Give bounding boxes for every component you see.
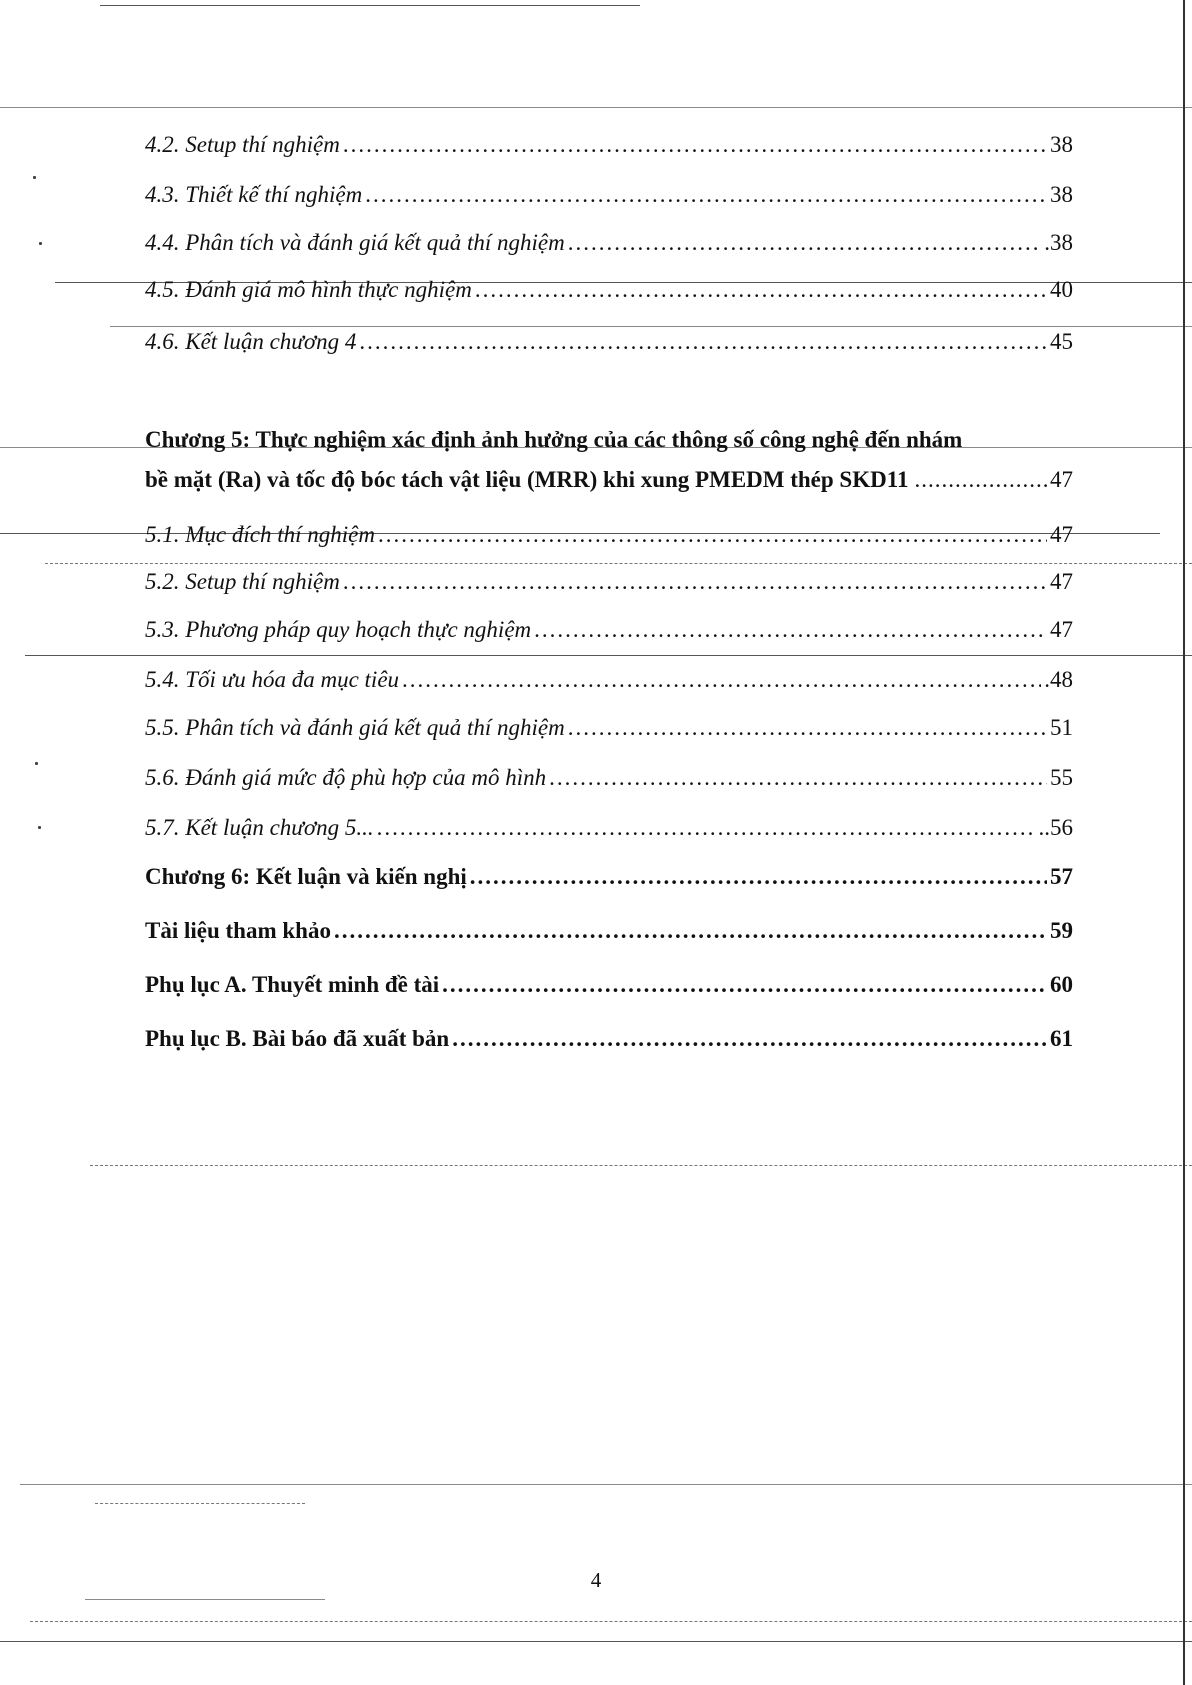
toc-entry[interactable]: [145, 665, 1073, 705]
scan-line: [20, 1484, 1192, 1485]
toc-entry[interactable]: [145, 567, 1073, 607]
leader-dots: [377, 813, 1036, 843]
toc-entry[interactable]: [145, 228, 1073, 268]
leader-dots: [365, 180, 1047, 210]
chapter5-title-line1: Chương 5: Thực nghiệm xác định ảnh hưởng của các thông số công nghệ đến nhám: [145, 427, 963, 452]
leader-dots: [402, 665, 1041, 695]
leader-dots: [470, 862, 1047, 892]
leader-dots: [343, 130, 1047, 160]
toc-entry-page: .48: [1044, 667, 1073, 692]
scan-line: [30, 1621, 1192, 1622]
scan-line: [25, 655, 1192, 656]
leader-dots: [334, 916, 1047, 946]
scan-speck: [39, 242, 42, 245]
chapter5-title-line2-row: [145, 460, 1073, 500]
toc-entry-label: Chương 6: Kết luận và kiến nghị: [145, 864, 467, 889]
toc-entry[interactable]: [145, 713, 1073, 753]
scan-line: [0, 107, 1192, 108]
leader-dots: [452, 1024, 1047, 1054]
toc-entry-page: 47: [1050, 467, 1073, 492]
toc-entry-label: 4.5. Đánh giá mô hình thực nghiệm: [145, 277, 472, 302]
toc-entry-page: 60: [1050, 972, 1073, 997]
toc-entry-label: 4.3. Thiết kế thí nghiệm: [145, 182, 363, 207]
toc-entry-label: 5.4. Tối ưu hóa đa mục tiêu: [145, 667, 400, 692]
scan-line: [45, 563, 1192, 564]
toc-entry[interactable]: [145, 763, 1073, 803]
toc-entry-label: 4.6. Kết luận chương 4: [145, 329, 357, 354]
toc-entry[interactable]: [145, 130, 1073, 170]
toc-entry-label: 4.4. Phân tích và đánh giá kết quả thí nghiệm: [145, 230, 565, 255]
scan-line: [95, 1503, 305, 1504]
toc-entry-page: 57: [1050, 864, 1073, 889]
leader-dots: [343, 567, 1047, 597]
toc-entry-page: 47: [1050, 522, 1073, 547]
toc-chapter-entry[interactable]: [145, 862, 1073, 902]
scan-speck: [38, 826, 41, 829]
toc-entry-page: 38: [1050, 132, 1073, 157]
toc-chapter-entry[interactable]: [145, 1024, 1073, 1064]
leader-dots: [359, 327, 1047, 357]
toc-entry-page: 45: [1050, 329, 1073, 354]
toc-entry-page: 59: [1050, 918, 1073, 943]
toc-entry-page: 47: [1050, 569, 1073, 594]
leader-dots: [475, 275, 1047, 305]
toc-entry-page: .38: [1044, 230, 1073, 255]
leader-dots: [442, 970, 1047, 1000]
toc-entry-label: Phụ lục A. Thuyết minh đề tài: [145, 972, 440, 997]
toc-entry[interactable]: [145, 813, 1073, 853]
toc-entry[interactable]: [145, 327, 1073, 367]
leader-dots: [568, 713, 1047, 743]
scan-line: [100, 5, 640, 6]
toc-entry-label: Tài liệu tham khảo: [145, 918, 331, 943]
toc-entry-label: 5.7. Kết luận chương 5...: [145, 815, 374, 840]
toc-chapter-entry[interactable]: [145, 970, 1073, 1010]
toc-entry-page: 51: [1050, 715, 1073, 740]
toc-entry-label: 5.1. Mục đích thí nghiệm: [145, 522, 375, 547]
leader-dots: [568, 228, 1042, 258]
scan-speck: [33, 176, 36, 179]
scan-line: [90, 1165, 1192, 1166]
toc-entry[interactable]: [145, 180, 1073, 220]
toc-entry[interactable]: [145, 520, 1073, 560]
leader-dots: [534, 615, 1047, 645]
page-edge-line: [1183, 0, 1185, 1685]
toc-entry-page: 38: [1050, 182, 1073, 207]
toc-entry[interactable]: [145, 275, 1073, 315]
scan-line: [85, 1599, 325, 1600]
toc-entry-label: 5.6. Đánh giá mức độ phù hợp của mô hình: [145, 765, 547, 790]
toc-entry[interactable]: [145, 615, 1073, 655]
toc-entry-label: 5.3. Phương pháp quy hoạch thực nghiệm: [145, 617, 532, 642]
scan-speck: [35, 762, 38, 765]
toc-entry-page: 40: [1050, 277, 1073, 302]
leader-dots: [914, 460, 1048, 500]
toc-entry-label: 4.2. Setup thí nghiệm: [145, 132, 340, 157]
scan-line: [0, 1641, 1192, 1642]
leader-dots: [378, 520, 1047, 550]
toc-entry-page: 47: [1050, 617, 1073, 642]
toc-entry-page: 55: [1050, 765, 1073, 790]
page-number: 4: [590, 1568, 602, 1592]
toc-entry-page: 61: [1050, 1026, 1073, 1051]
toc-entry-label: 5.5. Phân tích và đánh giá kết quả thí nghiệm: [145, 715, 565, 740]
leader-dots: [549, 763, 1047, 793]
toc-chapter-entry[interactable]: [145, 916, 1073, 956]
chapter5-title-line2: bề mặt (Ra) và tốc độ bóc tách vật liệu (MRR) khi xung PMEDM thép SKD11: [145, 467, 909, 492]
toc-entry-label: 5.2. Setup thí nghiệm: [145, 569, 340, 594]
toc-entry-label: Phụ lục B. Bài báo đã xuất bản: [145, 1026, 450, 1051]
toc-chapter5-entry[interactable]: [145, 420, 1073, 500]
toc-entry-page: ..56: [1038, 815, 1073, 840]
